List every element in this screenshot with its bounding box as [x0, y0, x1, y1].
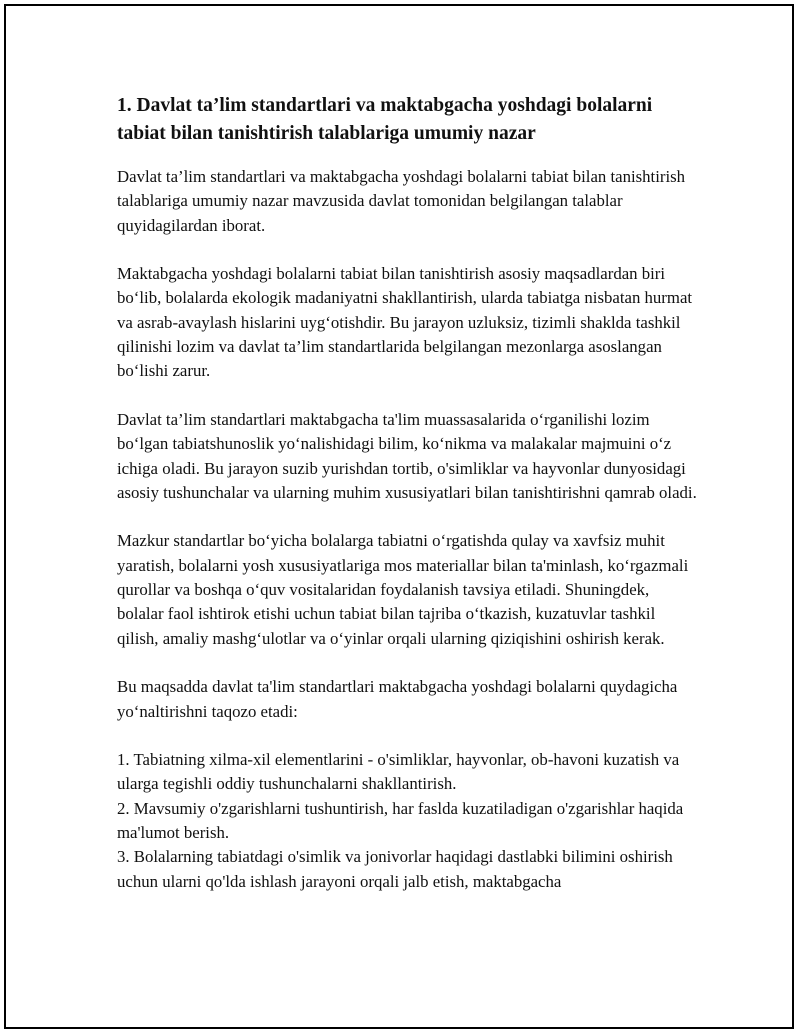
directions-list [117, 748, 697, 894]
paragraph-recommendations: Mazkur standartlar boʻyicha bolalarga tabiatni oʻrgatishda qulay va xavfsiz muhit yaratish, bolalarni yosh xususiyatlariga mos materiallar bilan ta'minlash, koʻrgazmali qurollar va boshqa oʻquv vositalaridan foydalanish tavsiya etiladi. Shuningdek, bolalar faol ishtirok etishi uchun tabiat bilan tajriba oʻtkazish, kuzatuvlar tashkil qilish, amaliy mashgʻulotlar va oʻyinlar orqali ularning qiziqishini oshirish kerak. [117, 531, 689, 648]
section-heading: 1. Davlat ta’lim standartlari va maktabgacha yoshdagi bolalarni tabiat bilan tanishtirish talablariga umumiy nazar [117, 95, 653, 144]
paragraph-standards: Davlat ta’lim standartlari maktabgacha ta'lim muassasalarida oʻrganilishi lozim boʻlgan tabiatshunoslik yoʻnalishidagi bilim, koʻnikma va malakalar majmuini oʻz ichiga oladi. Bu jarayon suzib yurishdan tortib, o'simliklar va hayvonlar dunyosidagi asosiy tushunchalar va ularning muhim xususiyatlari bilan tanishtirishni qamrab oladi. [117, 409, 697, 502]
paragraph-goals: Maktabgacha yoshdagi bolalarni tabiat bilan tanishtirish asosiy maqsadlardan biri boʻlib, bolalarda ekologik madaniyatni shakllantirish, ularda tabiatga nisbatan hurmat va asrab-avaylash hislarini uygʻotishdir. Bu jarayon uzluksiz, tizimli shaklda tashkil qilinishi lozim va davlat ta’lim standartlarida belgilangan mezonlarga asoslangan boʻlishi zarur. [117, 264, 693, 381]
document-body [117, 92, 697, 894]
paragraph-directions-intro: Bu maqsadda davlat ta'lim standartlari maktabgacha yoshdagi bolalarni quydagicha yoʻnaltirishni taqozo etadi: [117, 677, 678, 721]
list-item: 3. Bolalarning tabiatdagi o'simlik va jonivorlar haqidagi dastlabki bilimini oshirish uchun ularni qo'lda ishlash jarayoni orqali jalb etish, maktabgacha [117, 847, 673, 891]
paragraph-intro: Davlat ta’lim standartlari va maktabgacha yoshdagi bolalarni tabiat bilan tanishtirish talablariga umumiy nazar mavzusida davlat tomonidan belgilangan talablar quyidagilardan iborat. [117, 167, 686, 235]
list-item: 1. Tabiatning xilma-xil elementlarini - o'simliklar, hayvonlar, ob-havoni kuzatish va ularga tegishli oddiy tushunchalarni shakllantirish. [117, 750, 680, 794]
list-item: 2. Mavsumiy o'zgarishlarni tushuntirish, har faslda kuzatiladigan o'zgarishlar haqida ma'lumot berish. [117, 798, 684, 843]
